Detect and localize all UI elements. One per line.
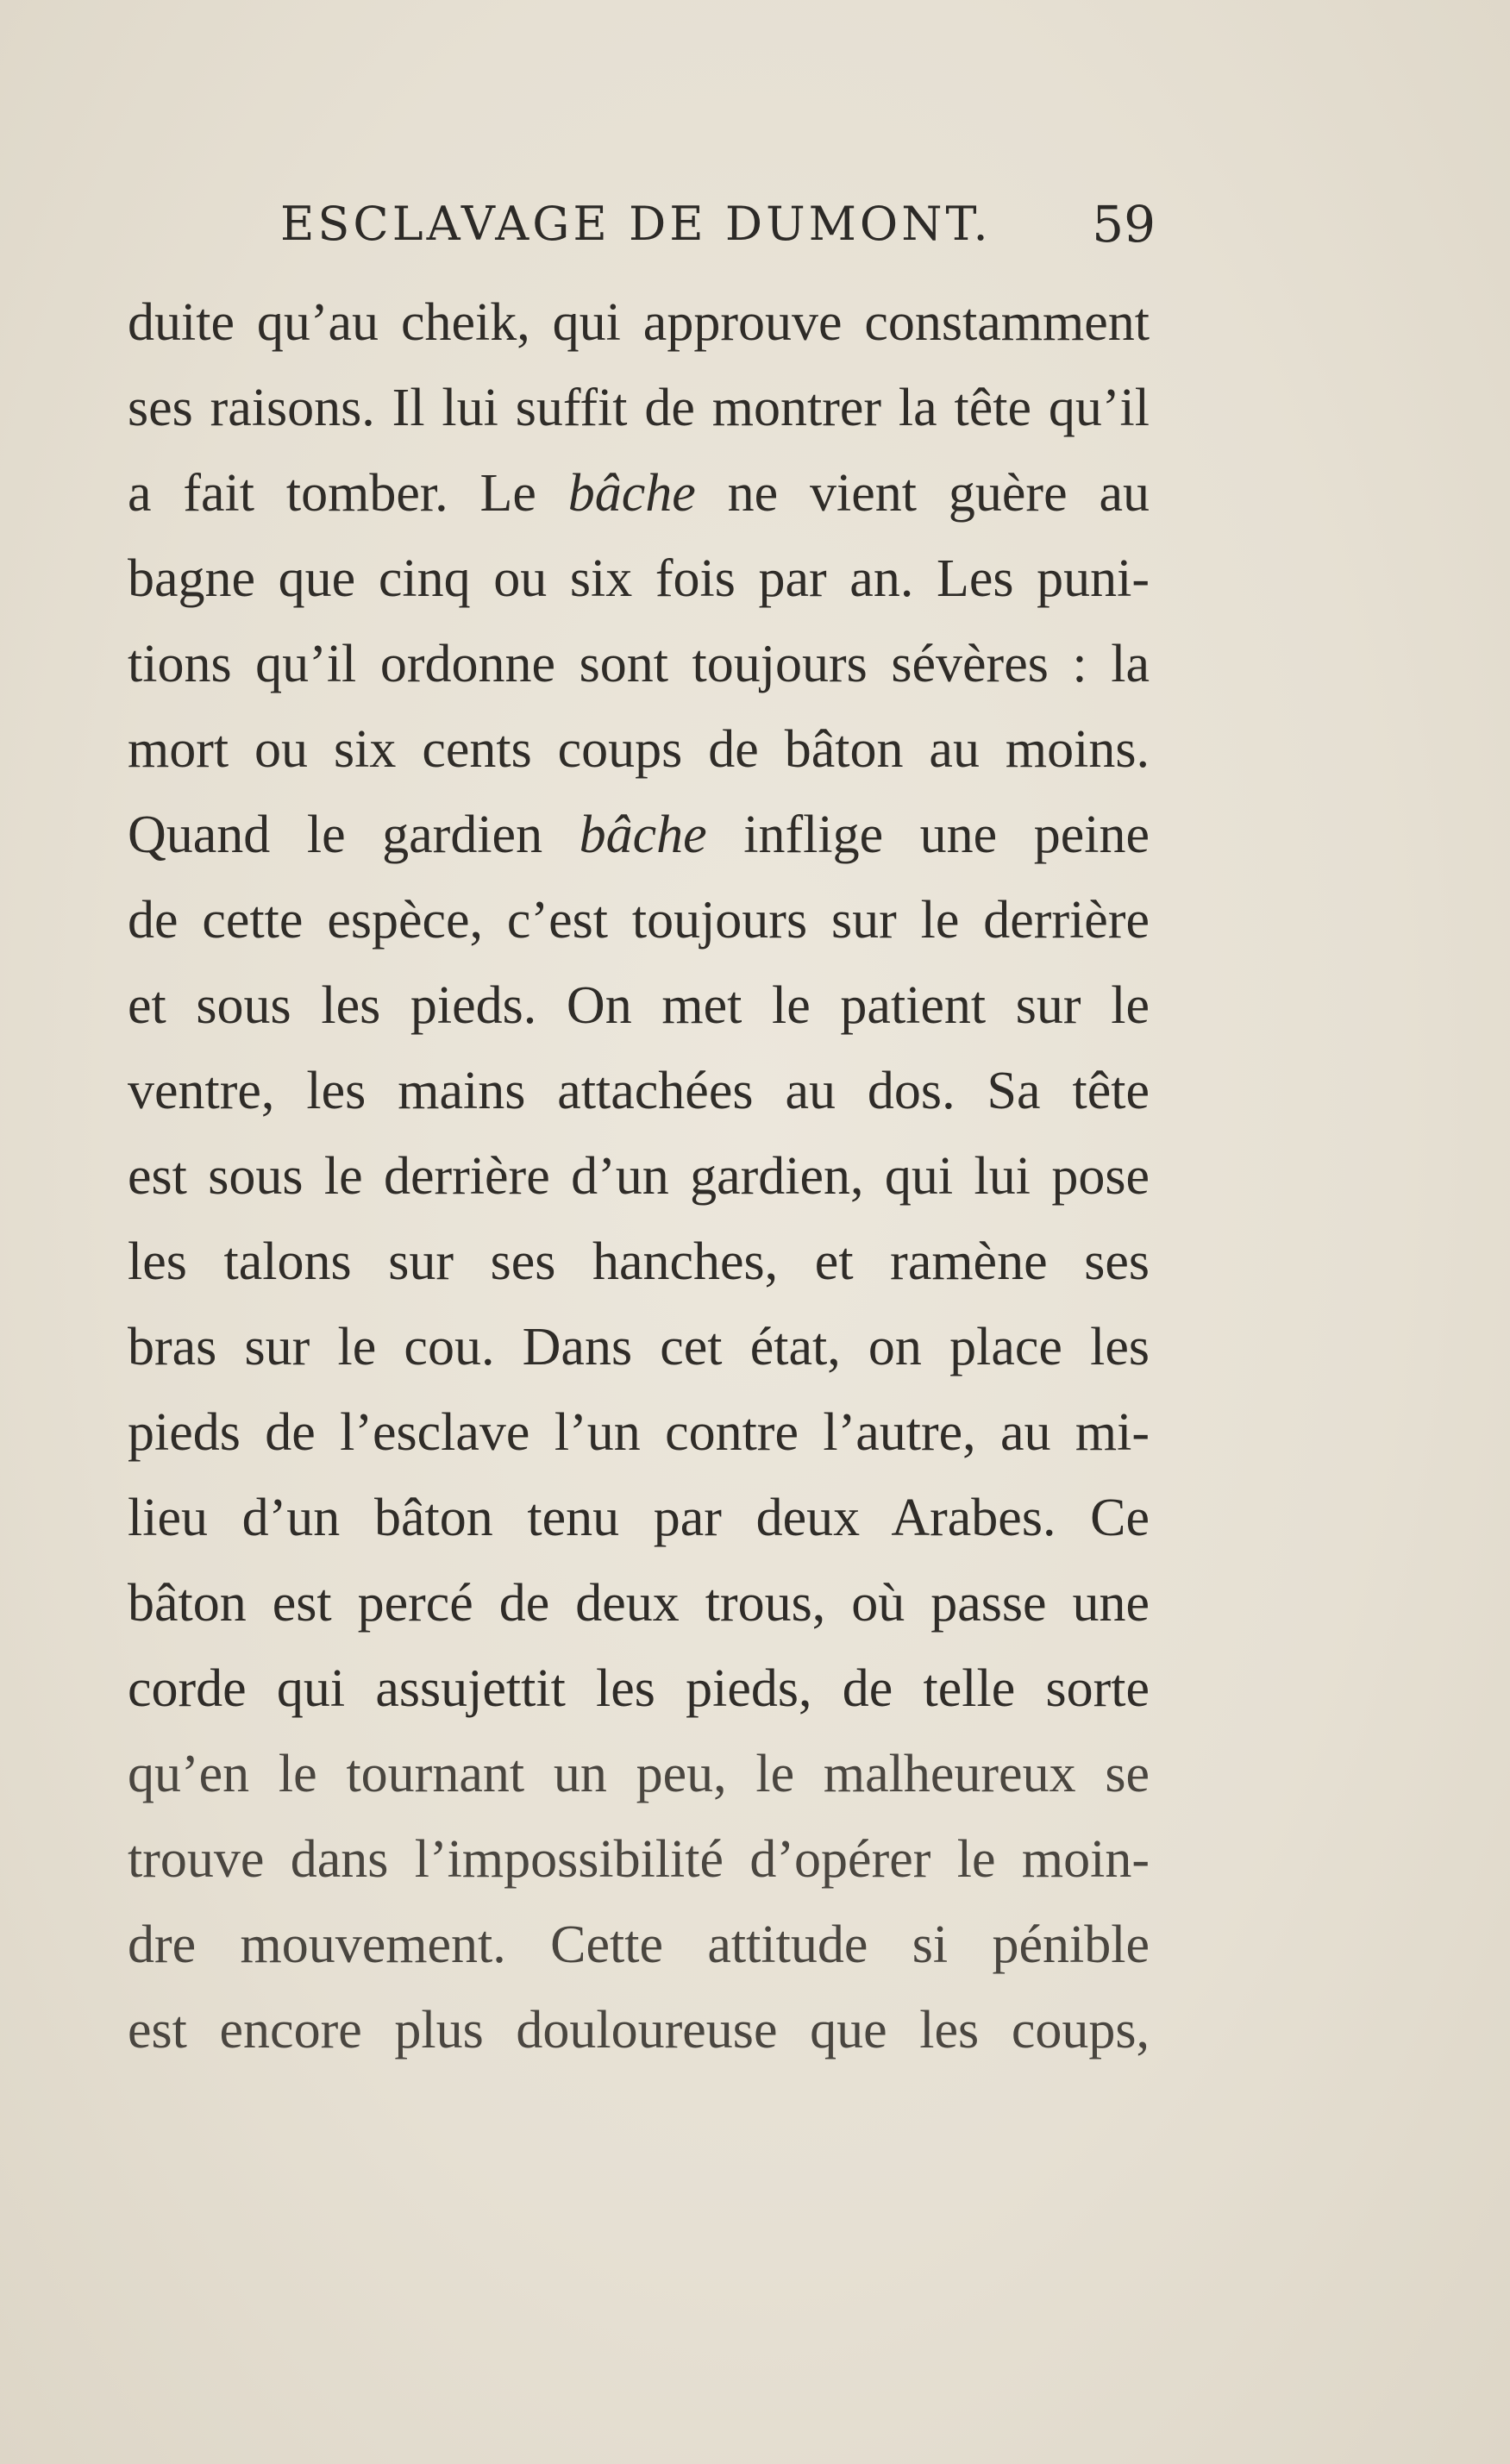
italic-term: bâche: [579, 806, 707, 864]
text-line: de cette espèce, c’est toujours sur le derrière: [128, 891, 1150, 950]
text-line: lieu d’un bâton tenu par deux Arabes. Ce: [128, 1489, 1150, 1547]
text-line: a fait tomber. Le bâche ne vient guère au: [128, 464, 1150, 523]
running-title: ESCLAVAGE DE DUMONT.: [280, 197, 992, 251]
text-line: qu’en le tournant un peu, le malheureux se: [128, 1745, 1150, 1803]
text-line: corde qui assujettit les pieds, de telle sorte: [128, 1659, 1150, 1718]
text-line: dre mouvement. Cette attitude si pénible: [128, 1915, 1150, 1974]
italic-term: bâche: [567, 464, 696, 523]
text-line: est encore plus douloureuse que les coups,: [128, 2001, 1150, 2060]
text-line: trouve dans l’impossibilité d’opérer le moin-: [128, 1830, 1150, 1889]
text-line: duite qu’au cheik, qui approuve constamment: [128, 293, 1150, 352]
text-line: Quand le gardien bâche inflige une peine: [128, 806, 1150, 864]
text-line: pieds de l’esclave l’un contre l’autre, au mi-: [128, 1403, 1150, 1462]
text-line: bras sur le cou. Dans cet état, on place les: [128, 1318, 1150, 1376]
text-line: et sous les pieds. On met le patient sur le: [128, 976, 1150, 1035]
text-line: est sous le derrière d’un gardien, qui lui pose: [128, 1147, 1150, 1206]
running-head: [129, 185, 1156, 263]
text-line: ventre, les mains attachées au dos. Sa tête: [128, 1062, 1150, 1120]
text-line: bagne que cinq ou six fois par an. Les puni-: [128, 549, 1150, 608]
page-number: 59: [1092, 195, 1156, 254]
text-line: ses raisons. Il lui suffit de montrer la tête qu’il: [128, 379, 1150, 437]
body-text: [128, 280, 1150, 2073]
text-line: bâton est percé de deux trous, où passe une: [128, 1574, 1150, 1633]
text-line: les talons sur ses hanches, et ramène ses: [128, 1232, 1150, 1291]
text-line: mort ou six cents coups de bâton au moins.: [128, 720, 1150, 779]
text-line: tions qu’il ordonne sont toujours sévères : la: [128, 635, 1150, 693]
